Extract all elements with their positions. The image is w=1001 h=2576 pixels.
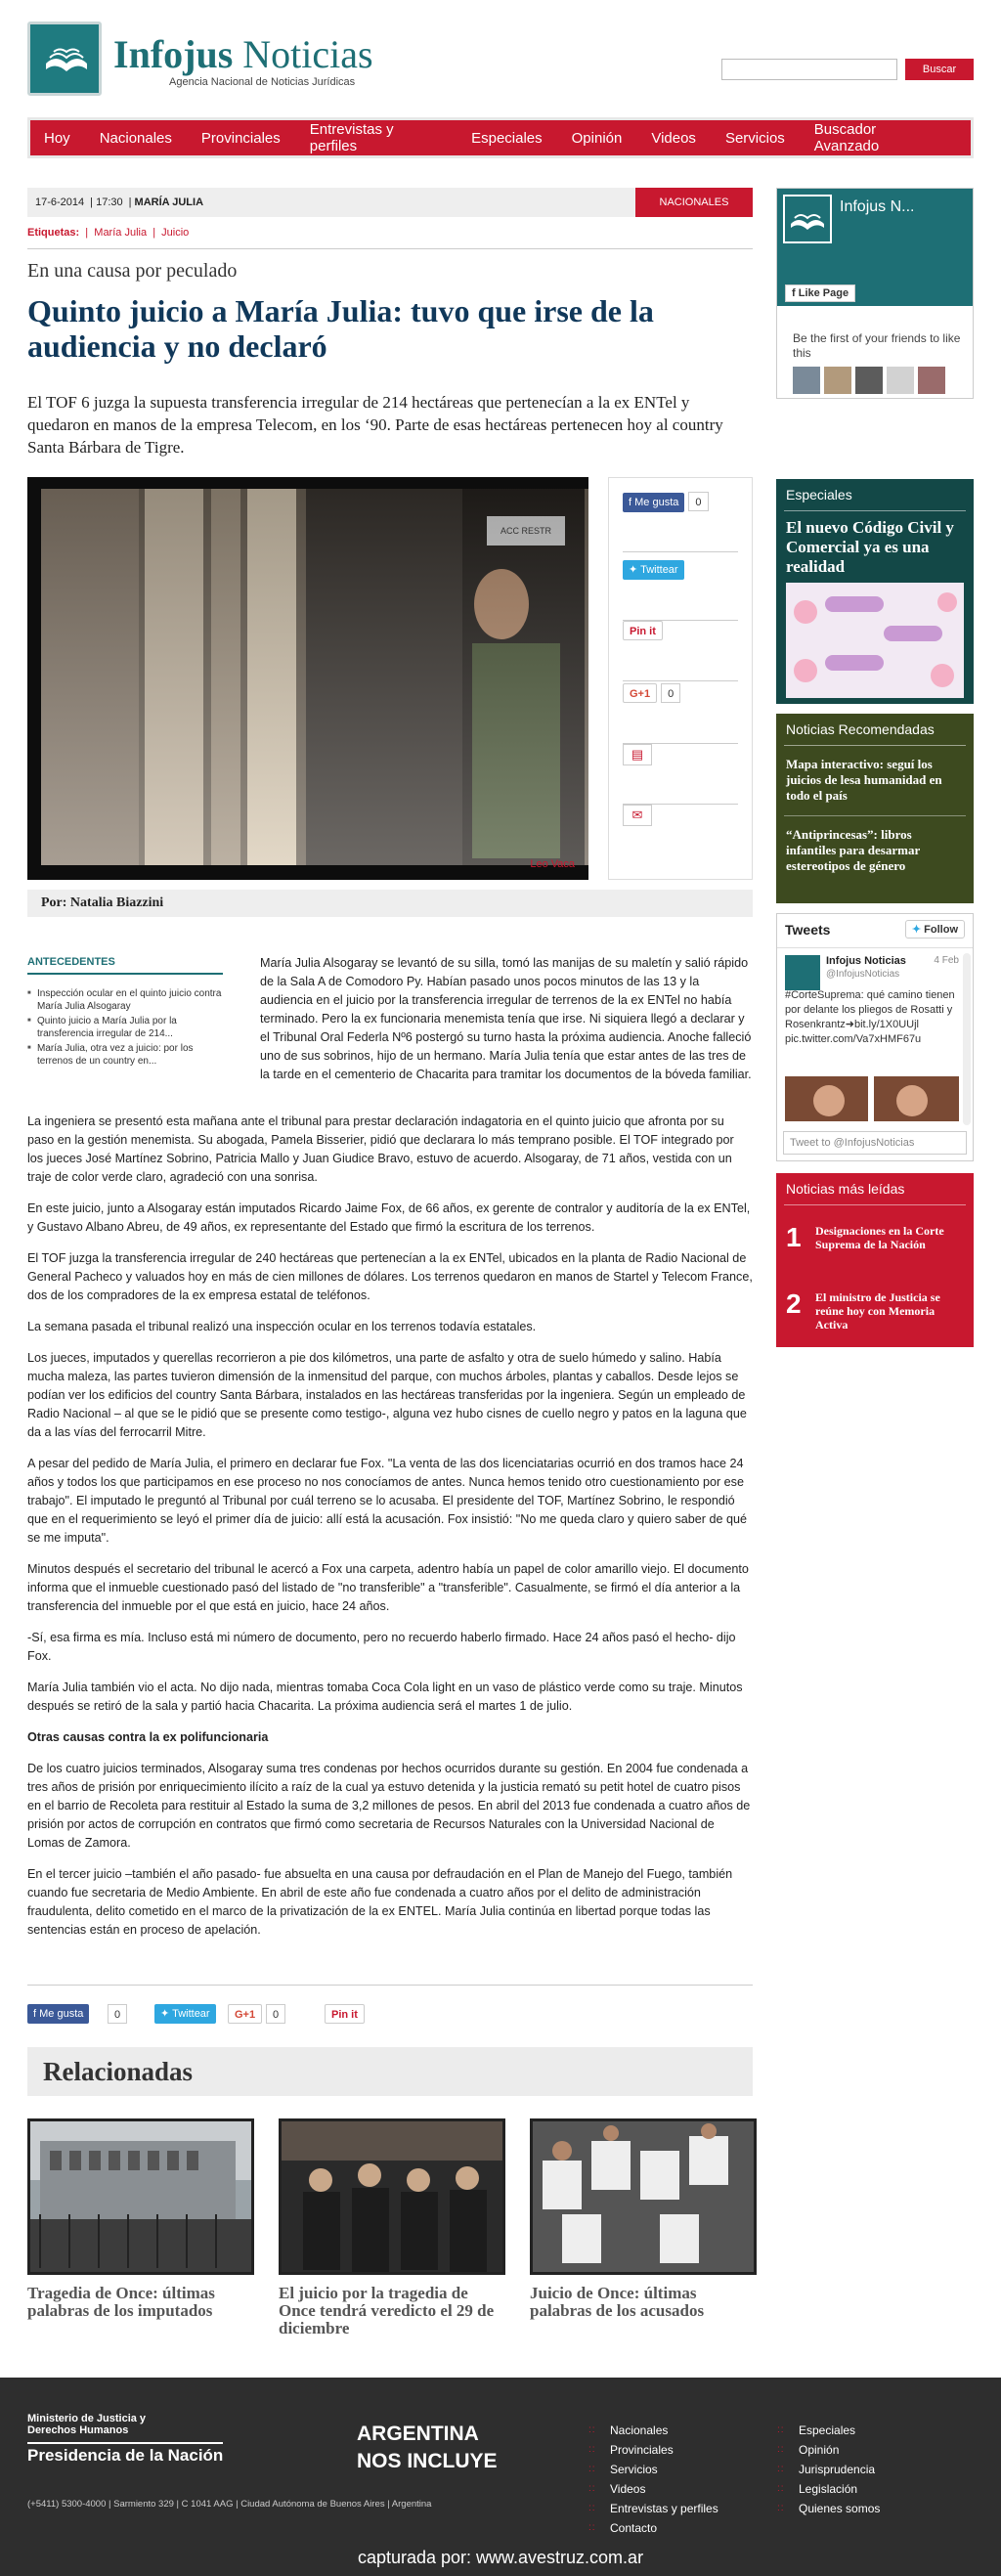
footer-link[interactable]: :: Videos: [588, 2479, 718, 2499]
footer-presidencia[interactable]: Presidencia de la Nación: [27, 2442, 223, 2466]
article-author: Por: Natalia Biazzini: [27, 890, 753, 917]
share-fb-row: [623, 492, 738, 552]
search-button[interactable]: Buscar: [905, 59, 974, 80]
divider: [27, 248, 753, 249]
facebook-friends-text: Be the first of your friends to like this: [793, 331, 961, 360]
logo-icon[interactable]: [27, 22, 102, 96]
body-paragraph: Minutos después el secretario del tribunal le acercó a Fox una carpeta, adentro había un papel de color amarillo viejo. El documento informa que el inmueble cuestionado pasó del listado de "no transferible" a "transferible". Casualmente, se firmó el día anterior a la transferencia del inmueble por el que está en juicio, hace 24 años.: [27, 1562, 749, 1613]
article-photo: [27, 477, 588, 880]
nav-servicios[interactable]: Servicios: [724, 129, 785, 147]
footer-link[interactable]: :: Nacionales: [588, 2421, 718, 2440]
capture-watermark: capturada por: www.avestruz.com.ar: [357, 2548, 644, 2567]
google-plus-count: 0: [661, 683, 680, 703]
footer-link[interactable]: :: Opinión: [777, 2440, 880, 2460]
photo-credit: Leo Vaca: [530, 858, 575, 870]
footer-link[interactable]: :: Legislación: [777, 2479, 880, 2499]
divider: [784, 815, 966, 816]
recomendada-link[interactable]: Mapa interactivo: seguí los juicios de lesa humanidad en todo el país: [786, 757, 942, 803]
tweet-to-input[interactable]: Tweet to @InfojusNoticias: [783, 1131, 967, 1155]
especiales-title[interactable]: El nuevo Código Civil y Comercial ya es una realidad: [786, 518, 954, 576]
body-paragraph: El TOF juzga la transferencia irregular de 240 hectáreas que pertenecían a la ex ENTel, ubicados en la planta de Radio Nacional de General Pacheco y valuados hoy en más de cien millones de dólares. Los terrenos quedaron en manos de Startel y Telecom France, dos de los compradores de la ex empresa estatal de teléfonos.: [27, 1251, 753, 1302]
body-paragraph: De los cuatro juicios terminados, Alsogaray suma tres condenas por hechos ocurridos durante su gestión. En 2004 fue condenada a tres años de prisión por enriquecimiento ilícito a raíz de la cual ya estuvo detenida y la justicia remató su petit hotel de cuatro pisos en el barrio de Recoleta para restituir al Estado la suma de 3,2 millones de pesos. En abril del 2013 fue condenada a cuatro años de prisión por actos de corrupción en contratos que firmó como secretaria de Recursos Naturales con la Universidad Nacional de Lomas de Zamora.: [27, 1762, 751, 1850]
tweet-text: #CorteSuprema: qué camino tienen por delante los pliegos de Rosatti y Rosenkrantz➜bit.ly/1X0UUjl pic.twitter.com/Va7xHMF67u: [785, 989, 955, 1045]
body-paragraph: María Julia también vio el acta. No dijo nada, mientras tomaba Coca Cola light en un vaso de plástico verde como su traje. Minutos después se retiró de la sala y partió hacia Chacarita. La próxima audiencia será el martes 1 de julio.: [27, 1681, 743, 1713]
tag-maria-julia[interactable]: María Julia: [94, 227, 148, 239]
recomendadas-heading: Noticias Recomendadas: [786, 721, 935, 737]
share-mail-row: [623, 805, 738, 865]
twitter-icon: ✦: [629, 564, 638, 576]
antecedente-link[interactable]: ■ Quinto juicio a María Julia por la transferencia irregular de 214...: [27, 1015, 223, 1040]
tweet-scrollbar[interactable]: [963, 953, 971, 1125]
facebook-like-page-button[interactable]: f Like Page: [785, 284, 855, 302]
share-pin-row: [623, 621, 738, 681]
pin-it-button[interactable]: Pin it: [623, 621, 663, 640]
mas-leida-link[interactable]: El ministro de Justicia se reúne hoy con Memoria Activa: [815, 1290, 940, 1332]
related-image[interactable]: [530, 2118, 757, 2275]
share-print-row: [623, 744, 738, 805]
article-kicker: En una causa por peculado: [27, 260, 238, 282]
footer-link[interactable]: :: Servicios: [588, 2460, 718, 2479]
avatar[interactable]: [918, 367, 945, 394]
footer-ministry[interactable]: Ministerio de Justicia y Derechos Humanos: [27, 2413, 147, 2436]
tweet-button[interactable]: ✦ Twittear: [154, 2004, 216, 2024]
avatar[interactable]: [785, 955, 820, 990]
nav-opinion[interactable]: Opinión: [571, 129, 623, 147]
logo-icon: [783, 195, 832, 243]
body-paragraph: A pesar del pedido de María Julia, el primero en declarar fue Fox. "La venta de las dos licenciatarias ocurrió en dos tramos hace 24 años y todos los que participamos en ese proceso no nos conocíamos de antes. Nunca hemos tenido otro cuestionamiento por ese trabajo". El imputado le preguntó al Tribunal por cuál terreno se lo acusaba. El presidente del TOF, Martínez Sobrino, le respondió que en el requerimiento se leyó el primer día de juicio: allí está la acusación. Fox insistió: "No me queda claro y quiero saber de qué se me imputa".: [27, 1457, 748, 1545]
footer-argentina-line2: NOS INCLUYE: [357, 2450, 498, 2472]
recomendadas-box: [776, 714, 974, 903]
avatar[interactable]: [793, 367, 820, 394]
share-tw-row: [623, 560, 738, 621]
body-subheading: Otras causas contra la ex polifuncionaria: [27, 1730, 269, 1744]
footer-link[interactable]: :: Entrevistas y perfiles: [588, 2499, 718, 2518]
article-body: [27, 1113, 753, 1952]
facebook-page-name[interactable]: Infojus N...: [840, 198, 915, 215]
facebook-icon: f: [792, 287, 796, 299]
logo-wordmark[interactable]: Infojus Noticias: [113, 32, 373, 76]
google-plus-button[interactable]: G+1: [623, 683, 657, 703]
facebook-like-button[interactable]: f Me gusta: [27, 2004, 89, 2024]
divider: [784, 1204, 966, 1205]
tweet-user[interactable]: Infojus Noticias: [826, 955, 906, 967]
divider: [784, 510, 966, 511]
facebook-icon: f: [629, 497, 632, 508]
facebook-page-header[interactable]: [777, 189, 973, 306]
body-paragraph: -Sí, esa firma es mía. Incluso está mi número de documento, pero no recuerdo haberlo firmado. Hace 24 años pasó el hecho- dijo Fox.: [27, 1631, 736, 1663]
body-paragraph: La semana pasada el tribunal realizó una inspección ocular en los terrenos todavía estatales.: [27, 1320, 537, 1333]
related-title[interactable]: El juicio por la tragedia de Once tendrá veredicto el 29 de diciembre: [279, 2284, 495, 2337]
nav-nacionales[interactable]: Nacionales: [99, 129, 172, 147]
article-time: 17:30: [96, 196, 123, 208]
related-image[interactable]: [27, 2118, 254, 2275]
tweets-heading: Tweets: [785, 922, 831, 938]
article-meta-bar: 17-6-2014 | 17:30 | MARÍA JULIA NACIONALES: [27, 188, 753, 217]
footer-link[interactable]: :: Especiales: [777, 2421, 880, 2440]
especiales-box: [776, 479, 974, 704]
bottom-share-bar: [27, 2004, 753, 2026]
logo-subtitle: Agencia Nacional de Noticias Jurídicas: [169, 76, 356, 88]
google-plus-count: 0: [266, 2004, 285, 2024]
site-header: [27, 22, 974, 100]
nav-buscador[interactable]: Buscador Avanzado: [813, 121, 880, 154]
divider: [27, 1985, 753, 1986]
footer-argentina-line1: ARGENTINA: [357, 2423, 479, 2445]
facebook-icon: f: [33, 2008, 37, 2020]
facebook-friend-avatars: [793, 367, 945, 394]
nav-provinciales[interactable]: Provinciales: [200, 129, 281, 147]
mas-leida-link[interactable]: Designaciones en la Corte Suprema de la Nación: [815, 1224, 944, 1251]
mas-leidas-box: [776, 1173, 974, 1347]
google-plus-button[interactable]: G+1: [228, 2004, 262, 2024]
article-title: Quinto juicio a María Julia: tuvo que irse de la audiencia y no declaró: [27, 293, 654, 364]
article-intro: María Julia Alsogaray se levantó de su silla, tomó las manijas de su maletín y salió rápido de la Sala A de Comodoro Py. Habían pasado unos pocos minutos de las 13 y la audiencia en el juicio por la transferencia irregular de terrenos de la ex ENTel no había terminado. Pero la ex funcionaria menemista tenía que irse. Ni siquiera llegó a declarar y el Tribunal Oral Federla Nº6 postergó su turno hasta la próxima audiencia. Anoche falleció uno de sus sobrinos, hijo de un hermano. María Julia tenía que estar antes de las tres de la tarde en el cementerio de Chacarita para tramitar los documentos de la bóveda familiar.: [260, 956, 752, 1081]
footer-link[interactable]: :: Contacto: [588, 2518, 718, 2538]
tweet-handle[interactable]: @InfojusNoticias: [826, 969, 900, 980]
antecedentes-list: [27, 987, 223, 1070]
antecedente-link[interactable]: ■ María Julia, otra vez a juicio: por los terrenos de un country en...: [27, 1042, 223, 1068]
share-column: [608, 477, 753, 880]
footer-links-col2: [777, 2421, 880, 2518]
tag-juicio[interactable]: Juicio: [161, 227, 190, 239]
pin-it-button[interactable]: Pin it: [325, 2004, 365, 2024]
facebook-count: 0: [108, 2004, 127, 2024]
twitter-icon: ✦: [911, 924, 922, 936]
footer-links-col1: [588, 2421, 718, 2538]
footer-link[interactable]: :: Quienes somos: [777, 2499, 880, 2518]
related-title[interactable]: Tragedia de Once: últimas palabras de los imputados: [27, 2284, 215, 2320]
body-paragraph: En este juicio, junto a Alsogaray están imputados Ricardo Jaime Fox, de 66 años, ex gerente de contralor y auditoría de la ex ENTel, y Gustavo Albano Abreu, de 49 años, ex representante del Estado que firmó la escritura de los terrenos.: [27, 1201, 751, 1234]
related-title[interactable]: Juicio de Once: últimas palabras de los acusados: [530, 2284, 705, 2320]
nav-hoy[interactable]: Hoy: [44, 129, 70, 147]
site-footer: [0, 2378, 1001, 2576]
photo-sign: ACC RESTR: [500, 526, 551, 536]
antecedentes-title: ANTECEDENTES: [27, 956, 223, 975]
facebook-widget: [776, 188, 974, 399]
article-date: 17-6-2014: [35, 196, 85, 208]
recomendada-link[interactable]: “Antiprincesas”: libros infantiles para desarmar estereotipos de género: [786, 827, 920, 873]
rank-number: 2: [786, 1288, 802, 1319]
footer-address: (+5411) 5300-4000 | Sarmiento 329 | C 1041 AAG | Ciudad Autónoma de Buenos Aires | Argentina: [27, 2499, 432, 2510]
especiales-heading: Especiales: [786, 487, 852, 502]
related-item[interactable]: [27, 2118, 254, 2320]
search-input[interactable]: [721, 59, 897, 80]
facebook-like-button[interactable]: f Me gusta: [623, 493, 684, 512]
tags-row: Etiquetas: | María Julia | Juicio: [27, 227, 190, 239]
print-icon[interactable]: ▤: [623, 744, 652, 765]
divider: [784, 745, 966, 746]
related-image[interactable]: [279, 2118, 505, 2275]
article-tag[interactable]: MARÍA JULIA: [134, 196, 204, 208]
nav-entrevistas[interactable]: Entrevistas y perfiles: [309, 121, 394, 154]
especiales-image[interactable]: [786, 583, 964, 698]
nav-especiales[interactable]: Especiales: [471, 129, 543, 147]
follow-button[interactable]: ✦ Follow: [905, 920, 965, 939]
rank-number: 1: [786, 1222, 802, 1252]
twitter-icon: ✦: [160, 2008, 170, 2020]
related-heading: Relacionadas: [27, 2047, 753, 2096]
related-item[interactable]: [279, 2118, 505, 2337]
mail-icon[interactable]: ✉: [623, 805, 652, 826]
share-gp-row: [623, 683, 738, 744]
tweet-date[interactable]: 4 Feb: [934, 955, 959, 966]
article-lead: El TOF 6 juzga la supuesta transferencia irregular de 214 hectáreas que pertenecían a la ex ENTel y quedaron en manos de la empresa Telecom, en los ‘90. Parte de esas hectáreas pertenecen hoy al country Santa Bárbara de Tigre.: [27, 393, 723, 457]
related-item[interactable]: [530, 2118, 757, 2320]
tweet-button[interactable]: ✦ Twittear: [623, 560, 684, 580]
tags-label: Etiquetas:: [27, 227, 80, 239]
body-paragraph: En el tercer juicio –también el año pasado- fue absuelta en una causa por defraudación en el Plan de Manejo del Fuego, también cuando fue secretaria de Medio Ambiente. En abril de este año fue condenada a cuatro años por el delito de administración fraudulenta, delito cometido en el marco de la privatización de la ex ENTEL. María Julia continúa en libertad porque todas las sentencias están en proceso de apelación.: [27, 1867, 733, 1937]
antecedente-link[interactable]: ■ Inspección ocular en el quinto juicio contra María Julia Alsogaray: [27, 987, 223, 1013]
footer-argentina-logo: [357, 2421, 498, 2475]
twitter-widget: [776, 913, 974, 1161]
main-nav: [27, 117, 974, 158]
body-paragraph: Los jueces, imputados y querellas recorrieron a pie dos kilómetros, una parte de asfalto y otra de suelo húmedo y salino. Había mucha maleza, las partes tuvieron dimensión de la inmensitud del parque, con muchos árboles, plantas y caballos. Desde lejos se podían ver los edificios del country Santa Bárbara, instalados en las hectáreas transferidas por la ingeniera. Según un empleado de Radio Nacional – al que se le pidió que se presente como testigo-, alguna vez hubo cisnes de cuello negro y patos en la laguna que da a las vías del ferrocarril Mitre.: [27, 1351, 747, 1439]
tweet-image[interactable]: [785, 1076, 959, 1121]
category-badge[interactable]: NACIONALES: [635, 188, 753, 217]
divider: [777, 947, 973, 948]
footer-link[interactable]: :: Jurisprudencia: [777, 2460, 880, 2479]
body-paragraph: La ingeniera se presentó esta mañana ante el tribunal para prestar declaración indagatoria en el quinto juicio que afronta por su paso en la gestión menemista. Su abogada, Pamela Bisserier, pidió que declarara lo más temprano posible. El TOF integrado por los jueces José Martínez Sobrino, Patricia Mallo y Juan Giudice Bravo, estuvo de acuerdo. Alsogaray, de 71 años, vestida con un traje de color verde claro, agradeció con una sonrisa.: [27, 1114, 734, 1184]
avatar[interactable]: [855, 367, 883, 394]
avatar[interactable]: [887, 367, 914, 394]
nav-videos[interactable]: Videos: [651, 129, 696, 147]
avatar[interactable]: [824, 367, 851, 394]
footer-link[interactable]: :: Provinciales: [588, 2440, 718, 2460]
mas-leidas-heading: Noticias más leídas: [786, 1181, 905, 1197]
facebook-count: 0: [688, 492, 708, 511]
